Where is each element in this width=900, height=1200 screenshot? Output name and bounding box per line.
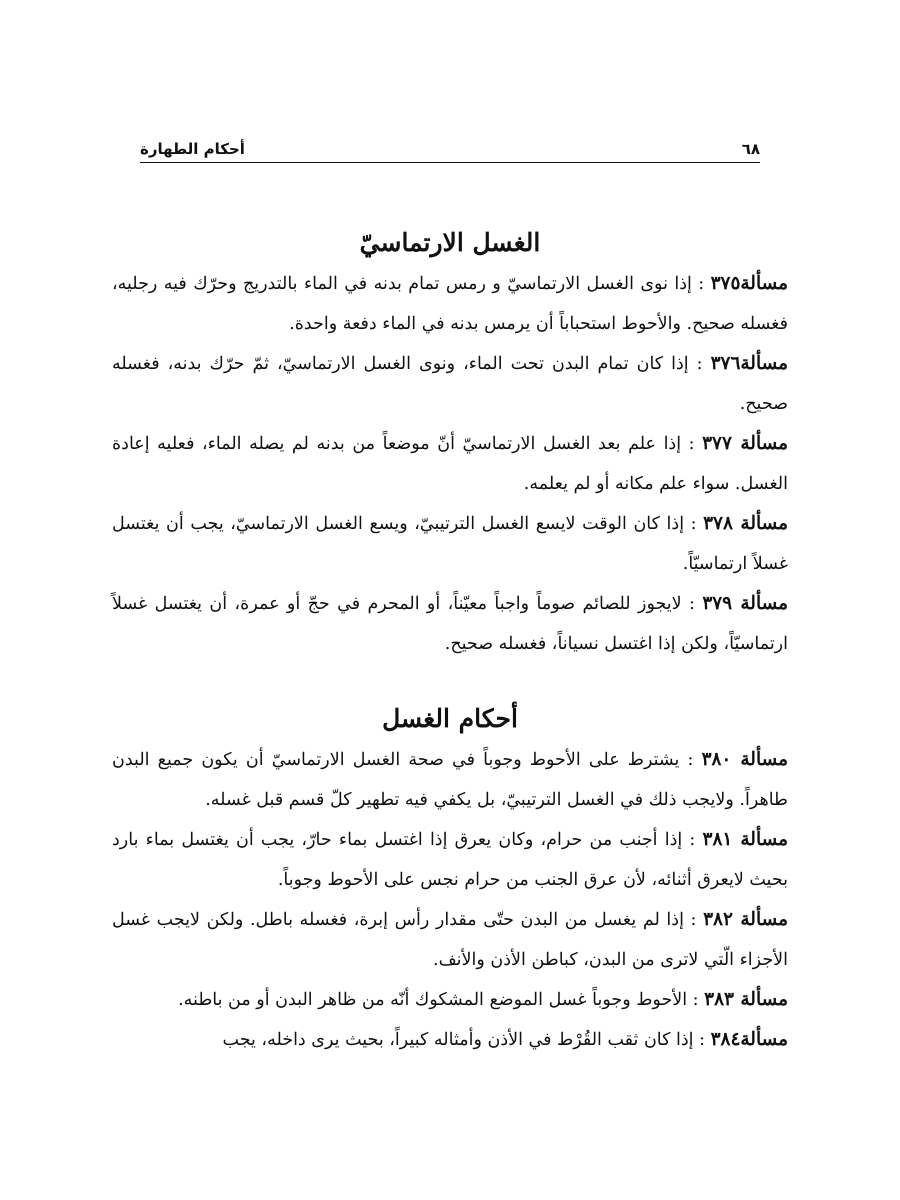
issue-label: مسألة٣٧٥	[710, 273, 788, 294]
issue-label: مسألة ٣٧٧	[702, 433, 788, 454]
issue-text: : إذا لم يغسل من البدن حتّى مقدار رأس إبرة، فغسله باطل. ولكن لايجب غسل الأجزاء الّتي لاترى من البدن، كباطن الأذن والأنف.	[112, 910, 788, 970]
section-title: الغسل الارتماسيّ	[359, 228, 541, 257]
issue-label: مسألة٣٧٦	[710, 353, 788, 374]
issue-paragraph	[112, 584, 788, 664]
issue-text: : إذا أجنب من حرام، وكان يعرق إذا اغتسل بماء حارّ، يجب أن يغتسل بماء بارد بحيث لايعرق أثنائه، لأن عرق الجنب من حرام نجس على الأحوط وجوباً.	[112, 830, 788, 890]
running-title: أحكام الطهارة	[140, 140, 245, 158]
issue-label: مسألة٣٨٤	[710, 1029, 788, 1050]
issue-paragraph	[112, 740, 788, 820]
page-number: ٦٨	[741, 140, 760, 158]
issue-label: مسألة ٣٧٩	[702, 593, 788, 614]
issue-label: مسألة ٣٨٢	[703, 909, 788, 930]
issue-text: : الأحوط وجوباً غسل الموضع المشكوك أنّه من ظاهر البدن أو من باطنه.	[178, 990, 705, 1010]
issue-label: مسألة ٣٧٨	[703, 513, 789, 534]
issue-text: : إذا علم بعد الغسل الارتماسيّ أنّ موضعاً من بدنه لم يصله الماء، فعليه إعادة الغسل. سواء علم مكانه أو لم يعلمه.	[112, 434, 788, 494]
issue-text: : يشترط على الأحوط وجوباً في صحة الغسل الارتماسيّ أن يكون جميع البدن طاهراً. ولايجب ذلك في الغسل الترتيبيّ، بل يكفي فيه تطهير كلّ قسم قبل غسله.	[112, 750, 788, 810]
issue-text: : إذا كان ثقب القُرْط في الأذن وأمثاله كبيراً، بحيث يرى داخله، يجب	[222, 1030, 711, 1050]
issue-label: مسألة ٣٨٣	[704, 989, 788, 1010]
issue-text: : إذا كان الوقت لايسع الغسل الترتيبيّ، ويسع الغسل الارتماسيّ، يجب أن يغتسل غسلاً ارتماسيّاً.	[112, 514, 788, 574]
issue-paragraph	[112, 424, 788, 504]
issue-text: : لايجوز للصائم صوماً واجباً معيّناً، أو المحرم في حجّ أو عمرة، أن يغتسل غسلاً ارتماسيّاً، ولكن إذا اغتسل نسياناً، فغسله صحيح.	[112, 594, 788, 654]
issue-label: مسألة ٣٨٠	[701, 749, 788, 770]
issue-paragraph	[112, 504, 788, 584]
issue-text: : إذا كان تمام البدن تحت الماء، ونوى الغسل الارتماسيّ، ثمّ حرّك بدنه، فغسله صحيح.	[112, 354, 788, 414]
issue-text: : إذا نوى الغسل الارتماسيّ و رمس تمام بدنه في الماء بالتدريج وحرّك فيه رجليه، فغسله صحيح. والأحوط استحباباً أن يرمس بدنه في الماء دفعة واحدة.	[112, 274, 788, 334]
issue-paragraph	[112, 900, 788, 980]
issue-paragraph	[112, 264, 788, 344]
page-content	[112, 222, 788, 1060]
running-header	[140, 130, 760, 163]
issue-paragraph	[112, 1020, 788, 1060]
issue-paragraph	[112, 820, 788, 900]
section-title: أحكام الغسل	[382, 704, 518, 733]
issue-paragraph	[112, 980, 788, 1020]
issue-label: مسألة ٣٨١	[702, 829, 788, 850]
issue-paragraph	[112, 344, 788, 424]
